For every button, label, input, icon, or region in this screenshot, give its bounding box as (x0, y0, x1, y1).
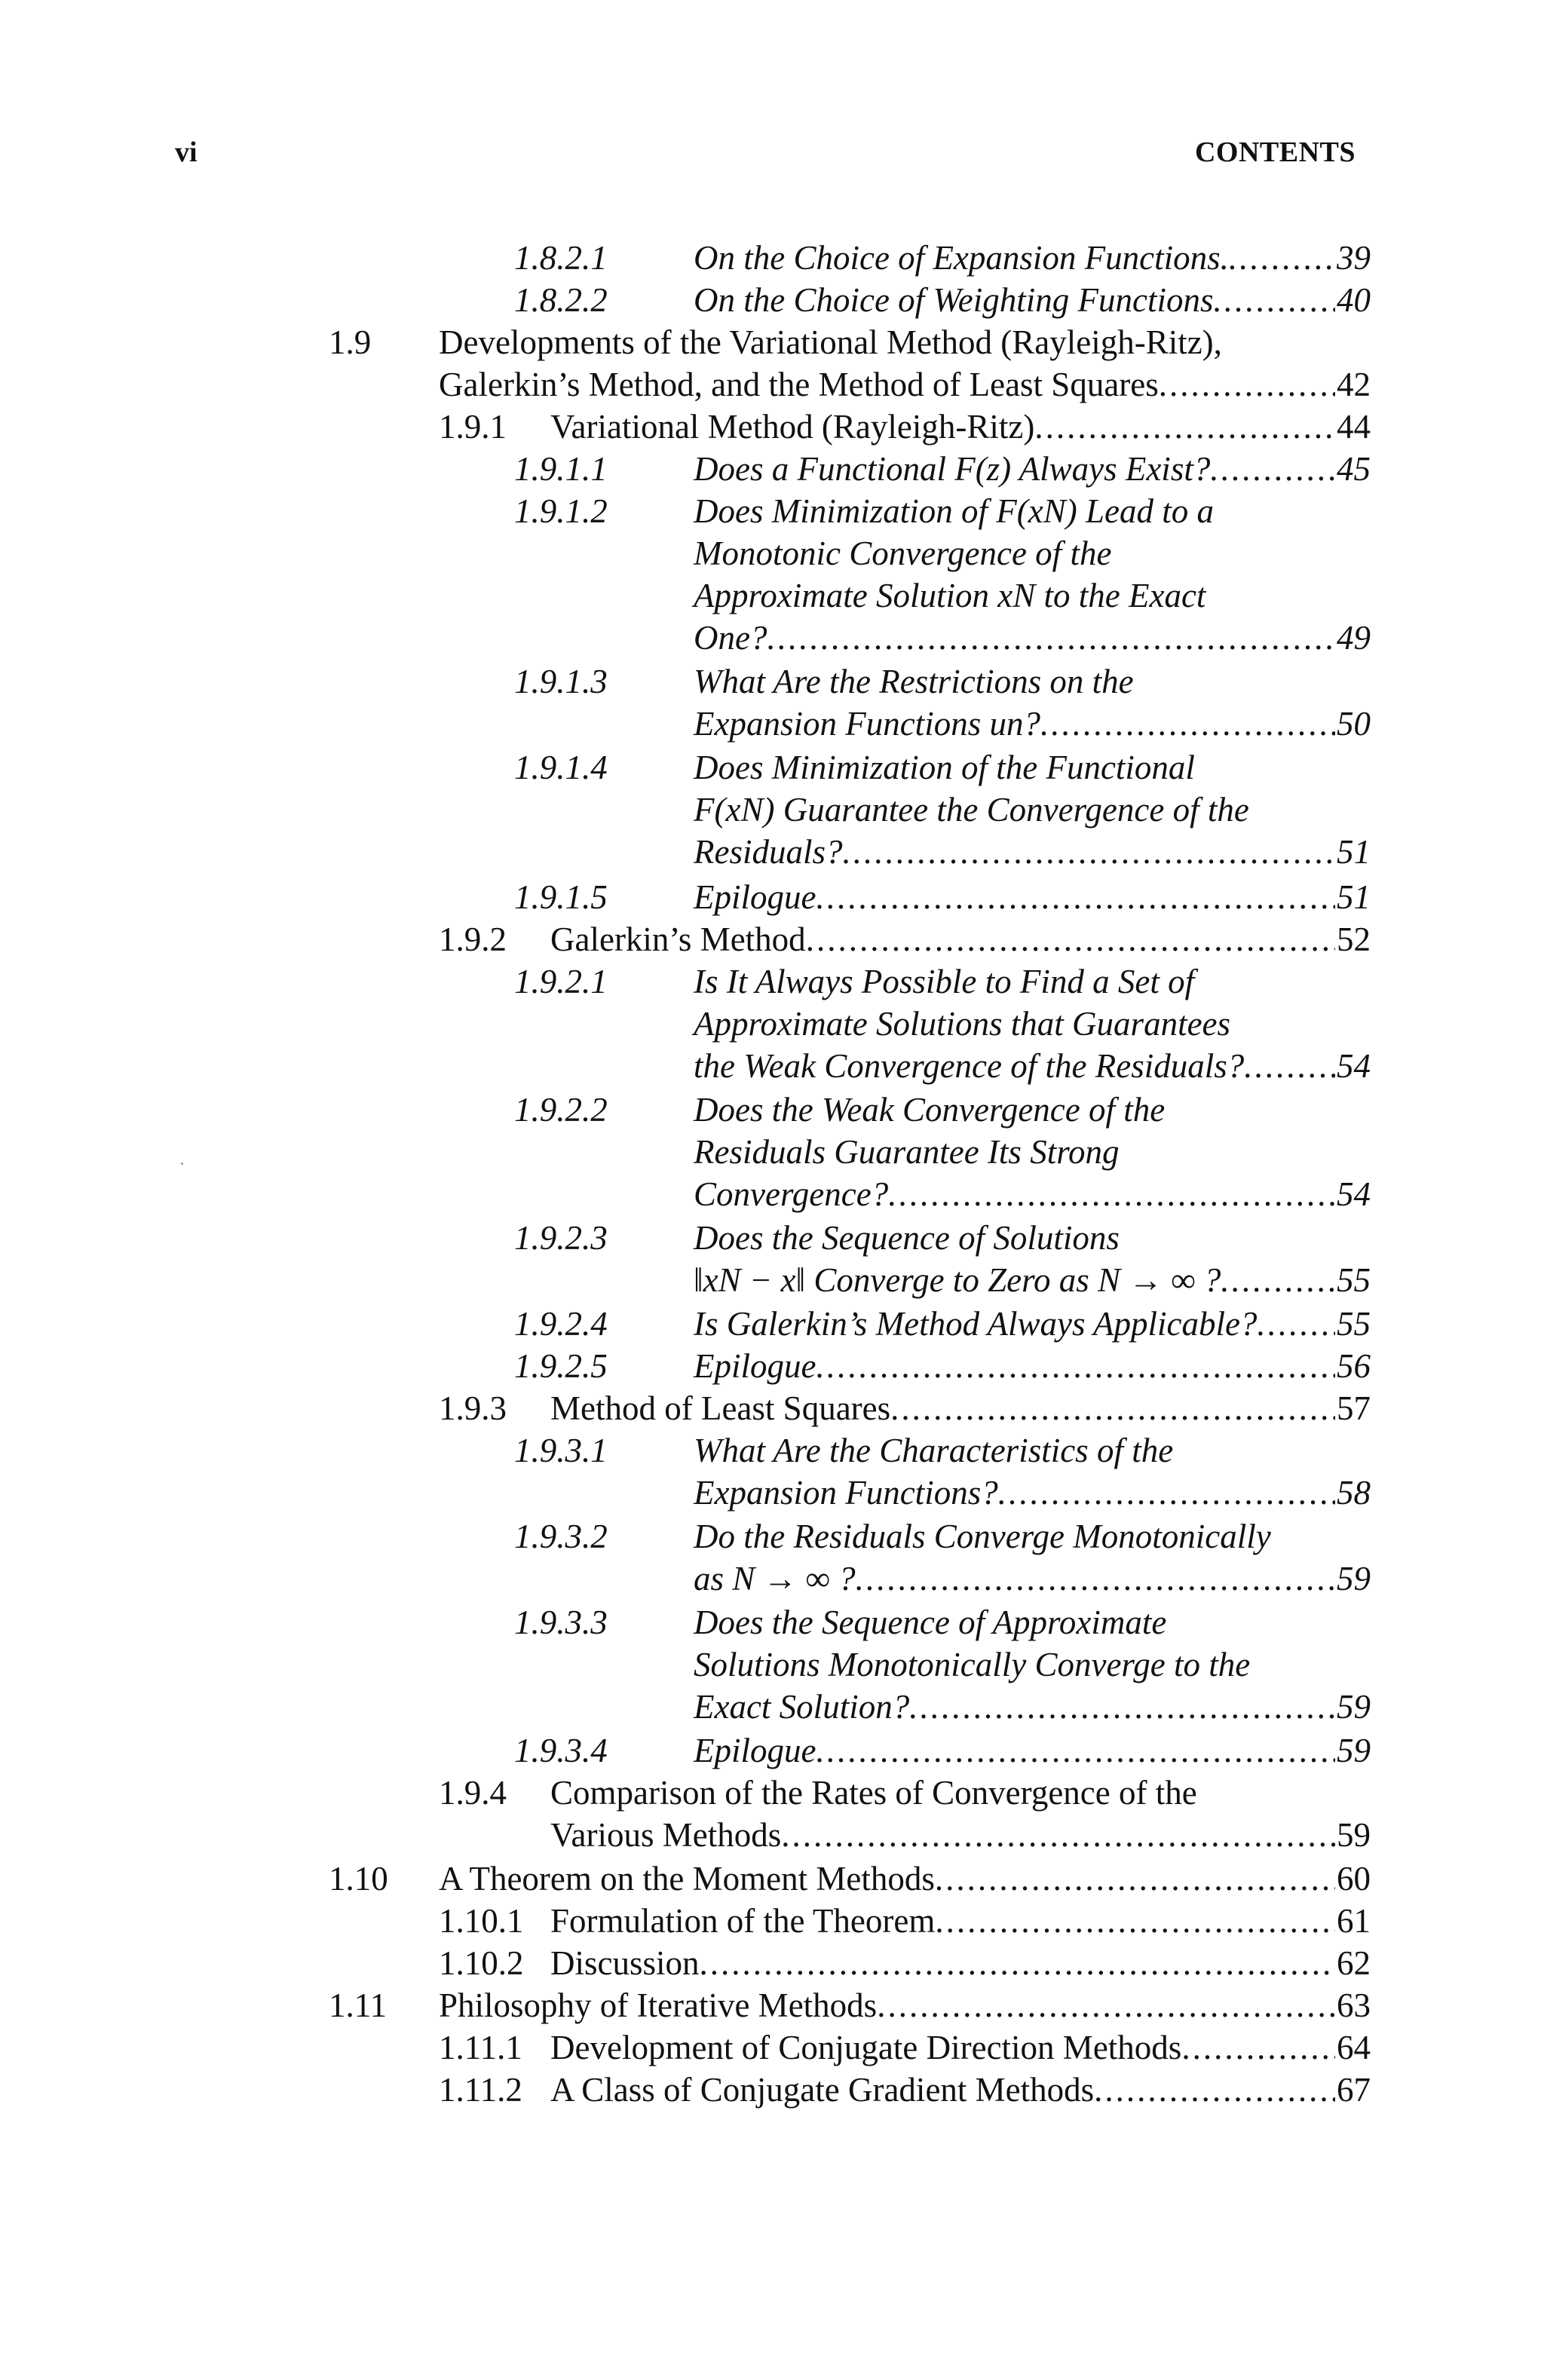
entry-number: 1.9.1 (439, 408, 507, 446)
entry-title: On the Choice of Expansion Functions. (694, 239, 1229, 277)
entry-number: 1.9.1.3 (514, 663, 608, 700)
entry-title: Development of Conjugate Direction Methods (550, 2029, 1182, 2066)
entry-number: 1.9.3.2 (514, 1518, 608, 1555)
entry-number: 1.9.1.2 (514, 492, 608, 530)
entry-number: 1.9 (329, 323, 372, 361)
dot-leader (816, 1345, 1335, 1387)
entry-page: 54 (1337, 1047, 1371, 1085)
entry-page: 51 (1337, 878, 1371, 916)
entry-title: Monotonic Convergence of the (694, 535, 1112, 572)
entry-page: 52 (1337, 920, 1371, 958)
entry-title: Epilogue (694, 1732, 816, 1769)
entry-page: 62 (1337, 1944, 1371, 1982)
entry-page: 49 (1337, 619, 1371, 657)
entry-title: Various Methods (550, 1816, 782, 1854)
dot-leader (1094, 2069, 1335, 2111)
dot-leader (1040, 703, 1335, 745)
dot-leader (1214, 279, 1335, 321)
entry-title: Does the Sequence of Approximate (694, 1604, 1167, 1641)
entry-title: Does Minimization of F(xN) Lead to a (694, 492, 1214, 530)
dot-leader (935, 1858, 1335, 1900)
entry-title: What Are the Restrictions on the (694, 663, 1134, 700)
entry-title: Expansion Functions? (694, 1474, 998, 1512)
entry-title: Residuals Guarantee Its Strong (694, 1133, 1120, 1171)
entry-title: Does a Functional F(z) Always Exist? (694, 450, 1211, 488)
entry-title: Galerkin’s Method (550, 920, 806, 958)
entry-number: 1.11.1 (439, 2029, 522, 2066)
entry-title: A Theorem on the Moment Methods (439, 1860, 935, 1898)
dot-leader (1244, 1045, 1335, 1087)
entry-title: Approximate Solution xN to the Exact (694, 577, 1206, 614)
entry-page: 57 (1337, 1389, 1371, 1427)
entry-title: Epilogue (694, 1347, 816, 1385)
entry-number: 1.9.2.3 (514, 1219, 608, 1257)
entry-page: 55 (1337, 1261, 1371, 1299)
dot-leader (1210, 448, 1335, 490)
dot-leader (767, 617, 1335, 659)
dot-leader (843, 831, 1336, 873)
entry-page: 40 (1337, 281, 1371, 319)
dot-leader (888, 1173, 1335, 1215)
entry-number: 1.8.2.2 (514, 281, 608, 319)
entry-number: 1.9.1.5 (514, 878, 608, 916)
entry-title: Residuals? (694, 833, 843, 871)
entry-title: Expansion Functions un? (694, 705, 1040, 743)
dot-leader (816, 876, 1335, 918)
entry-number: 1.9.2.2 (514, 1091, 608, 1129)
entry-number: 1.9.2.4 (514, 1305, 608, 1343)
entry-title: Does the Sequence of Solutions (694, 1219, 1120, 1257)
entry-page: 50 (1337, 705, 1371, 743)
entry-number: 1.9.2.5 (514, 1347, 608, 1385)
entry-page: 59 (1337, 1816, 1371, 1854)
entry-number: 1.11 (329, 1986, 388, 2024)
dot-leader (1257, 1303, 1335, 1345)
entry-page: 61 (1337, 1902, 1371, 1940)
entry-title: Discussion (550, 1944, 700, 1982)
entry-page: 55 (1337, 1305, 1371, 1343)
entry-title: Comparison of the Rates of Convergence of the (550, 1774, 1197, 1812)
entry-title: Galerkin’s Method, and the Method of Least Squares (439, 366, 1159, 403)
entry-number: 1.8.2.1 (514, 239, 608, 277)
entry-number: 1.10.2 (439, 1944, 524, 1982)
entry-number: 1.9.1.1 (514, 450, 608, 488)
entry-title: Epilogue (694, 878, 816, 916)
entry-page: 59 (1337, 1688, 1371, 1726)
entry-title: Exact Solution? (694, 1688, 910, 1726)
dot-leader (856, 1558, 1335, 1600)
entry-number: 1.9.4 (439, 1774, 507, 1812)
running-head: CONTENTS (1194, 136, 1356, 168)
dot-leader (1159, 363, 1335, 406)
entry-page: 45 (1337, 450, 1371, 488)
entry-title: the Weak Convergence of the Residuals? (694, 1047, 1245, 1085)
dot-leader (935, 1900, 1335, 1942)
entry-title: Philosophy of Iterative Methods (439, 1986, 878, 2024)
dot-leader (998, 1472, 1335, 1514)
entry-number: 1.9.3.3 (514, 1604, 608, 1641)
dot-leader (1229, 237, 1335, 279)
entry-page: 59 (1337, 1732, 1371, 1769)
entry-title: Formulation of the Theorem (550, 1902, 936, 1940)
dot-leader (781, 1814, 1335, 1856)
dot-leader (1221, 1259, 1335, 1301)
entry-title: Does the Weak Convergence of the (694, 1091, 1166, 1129)
dot-leader (1034, 406, 1335, 448)
entry-title: ‖xN − x‖ Converge to Zero as N → ∞ ? (694, 1261, 1221, 1299)
entry-number: 1.9.2.1 (514, 963, 608, 1000)
entry-title: Does Minimization of the Functional (694, 749, 1195, 786)
entry-page: 64 (1337, 2029, 1371, 2066)
entry-page: 59 (1337, 1560, 1371, 1597)
entry-title: Method of Least Squares (550, 1389, 891, 1427)
entry-number: 1.9.2 (439, 920, 507, 958)
entry-title: Is It Always Possible to Find a Set of (694, 963, 1195, 1000)
entry-page: 67 (1337, 2071, 1371, 2109)
entry-page: 58 (1337, 1474, 1371, 1512)
entry-page: 60 (1337, 1860, 1371, 1898)
entry-title: Developments of the Variational Method (Rayleigh-Ritz), (439, 323, 1222, 361)
entry-number: 1.9.3.1 (514, 1432, 608, 1469)
entry-page: 42 (1337, 366, 1371, 403)
page-number: vi (175, 136, 198, 168)
entry-title: Variational Method (Rayleigh-Ritz) (550, 408, 1035, 446)
entry-page: 63 (1337, 1986, 1371, 2024)
entry-number: 1.11.2 (439, 2071, 522, 2109)
entry-page: 54 (1337, 1175, 1371, 1213)
entry-page: 39 (1337, 239, 1371, 277)
entry-title: Approximate Solutions that Guarantees (694, 1005, 1231, 1043)
entry-title: What Are the Characteristics of the (694, 1432, 1174, 1469)
dot-leader (909, 1686, 1335, 1728)
entry-title: F(xN) Guarantee the Convergence of the (694, 791, 1249, 829)
entry-title: as N → ∞ ? (694, 1560, 856, 1597)
dot-leader (700, 1942, 1335, 1984)
entry-page: 56 (1337, 1347, 1371, 1385)
entry-number: 1.9.3 (439, 1389, 507, 1427)
dot-leader (1181, 2026, 1335, 2069)
entry-number: 1.10.1 (439, 1902, 524, 1940)
dot-leader (877, 1984, 1335, 2026)
entry-title: On the Choice of Weighting Functions (694, 281, 1214, 319)
entry-number: 1.9.3.4 (514, 1732, 608, 1769)
dot-leader (806, 918, 1335, 960)
dot-leader (816, 1729, 1335, 1772)
entry-number: 1.10 (329, 1860, 388, 1898)
entry-title: A Class of Conjugate Gradient Methods (550, 2071, 1095, 2109)
entry-title: Solutions Monotonically Converge to the (694, 1646, 1251, 1683)
entry-number: 1.9.1.4 (514, 749, 608, 786)
entry-page: 44 (1337, 408, 1371, 446)
entry-title: One? (694, 619, 767, 657)
entry-title: Do the Residuals Converge Monotonically (694, 1518, 1271, 1555)
dot-leader (890, 1387, 1335, 1429)
entry-title: Convergence? (694, 1175, 889, 1213)
entry-title: Is Galerkin’s Method Always Applicable? (694, 1305, 1258, 1343)
entry-page: 51 (1337, 833, 1371, 871)
